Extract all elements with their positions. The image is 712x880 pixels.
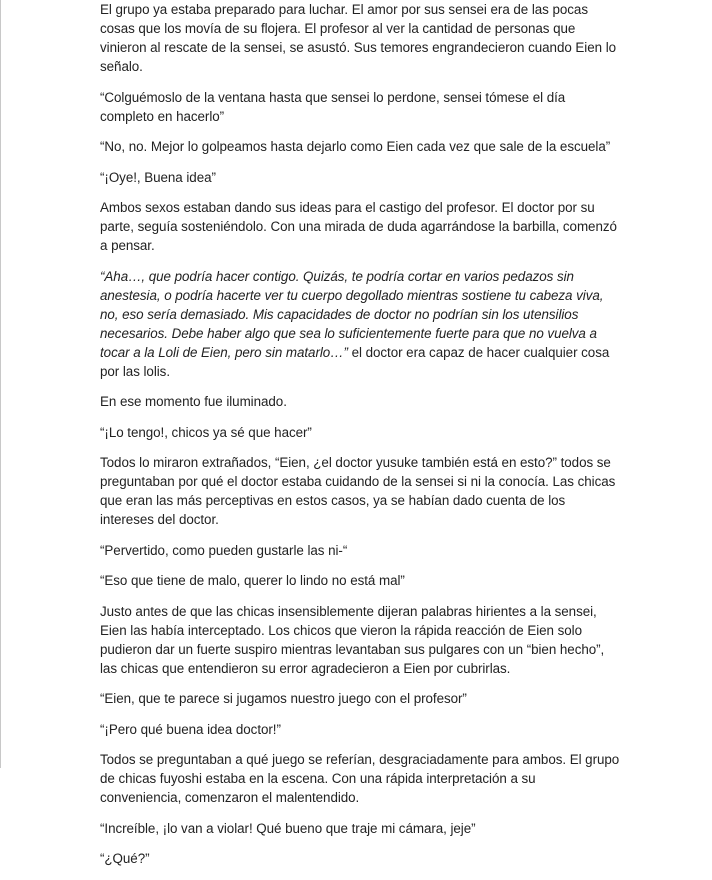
paragraph-11: “Eso que tiene de malo, querer lo lindo no está mal” [100, 573, 405, 588]
paragraph-15: Todos se preguntaban a qué juego se referían, desgraciadamente para ambos. El grupo de chicas fuyoshi estaba en la escena. Con una rápida interpretación a su conveniencia, comenzaron el malentendido. [100, 752, 620, 805]
paragraph-2: “Colguémoslo de la ventana hasta que sensei lo perdone, sensei tómese el día completo en hacerlo” [100, 89, 566, 124]
paragraph-7: En ese momento fue iluminado. [100, 394, 287, 409]
paragraph-12: Justo antes de que las chicas insensiblemente dijeran palabras hirientes a la sensei, Eien las había interceptado. Los chicos que vieron la rápida reacción de Eien solo pudieron dar un fuerte suspiro mientras levantaban sus pulgares con un “bien hecho”, las chicas que entendieron su error agradecieron a Eien por cubrirlas. [100, 603, 605, 676]
paragraph-10: “Pervertido, como pueden gustarle las ni-“ [100, 542, 348, 558]
paragraph-17: “¿Qué?” [100, 851, 150, 866]
paragraph-6-italic-speech: “Aha…, que podría hacer contigo. Quizás, te podría cortar en varios pedazos sin anestesia, o podría hacerte ver tu cuerpo degollado mientras sostiene tu cabeza viva, no, eso sería demasiado. Mis capacidades de doctor no podrían sin los utensilios necesarios. Debe haber algo que sea lo suficientemente fuerte para que no vuelva a tocar a la Loli de Eien, pero sin matarlo…” [100, 268, 604, 360]
paragraph-3: “No, no. Mejor lo golpeamos hasta dejarlo como Eien cada vez que sale de la escuela” [100, 139, 611, 154]
paragraph-9: Todos lo miraron extrañados, “Eien, ¿el doctor yusuke también está en esto?” todos se preguntaban por qué el doctor estaba cuidando de la sensei si ni la conocía. Las chicas que eran las más perceptivas en estos casos, ya se habían dado cuenta de los intereses del doctor. [100, 455, 616, 527]
paragraph-4: “¡Oye!, Buena idea” [100, 169, 216, 185]
document-body [100, 0, 620, 880]
paragraph-8: “¡Lo tengo!, chicos ya sé que hacer” [100, 424, 312, 440]
paragraph-1: El grupo ya estaba preparado para luchar. El amor por sus sensei era de las pocas cosas que los movía de su flojera. El profesor al ver la cantidad de personas que vinieron al rescate de la sensei, se asustó. Sus temores engrandecieron cuando Eien lo señalo. [100, 2, 617, 74]
paragraph-16: “Increíble, ¡lo van a violar! Qué bueno que traje mi cámara, jeje” [100, 820, 476, 836]
paragraph-14: “¡Pero qué buena idea doctor!” [100, 721, 281, 737]
paragraph-13: “Eien, que te parece si jugamos nuestro juego con el profesor” [100, 691, 467, 706]
paragraph-6-narration: el doctor era capaz de hacer cualquier cosa por las lolis. [100, 344, 610, 379]
paragraph-6 [100, 267, 620, 381]
paragraph-5: Ambos sexos estaban dando sus ideas para el castigo del profesor. El doctor por su parte, seguía sosteniéndolo. Con una mirada de duda agarrándose la barbilla, comenzó a pensar. [100, 200, 617, 253]
page-left-edge [0, 0, 1, 768]
